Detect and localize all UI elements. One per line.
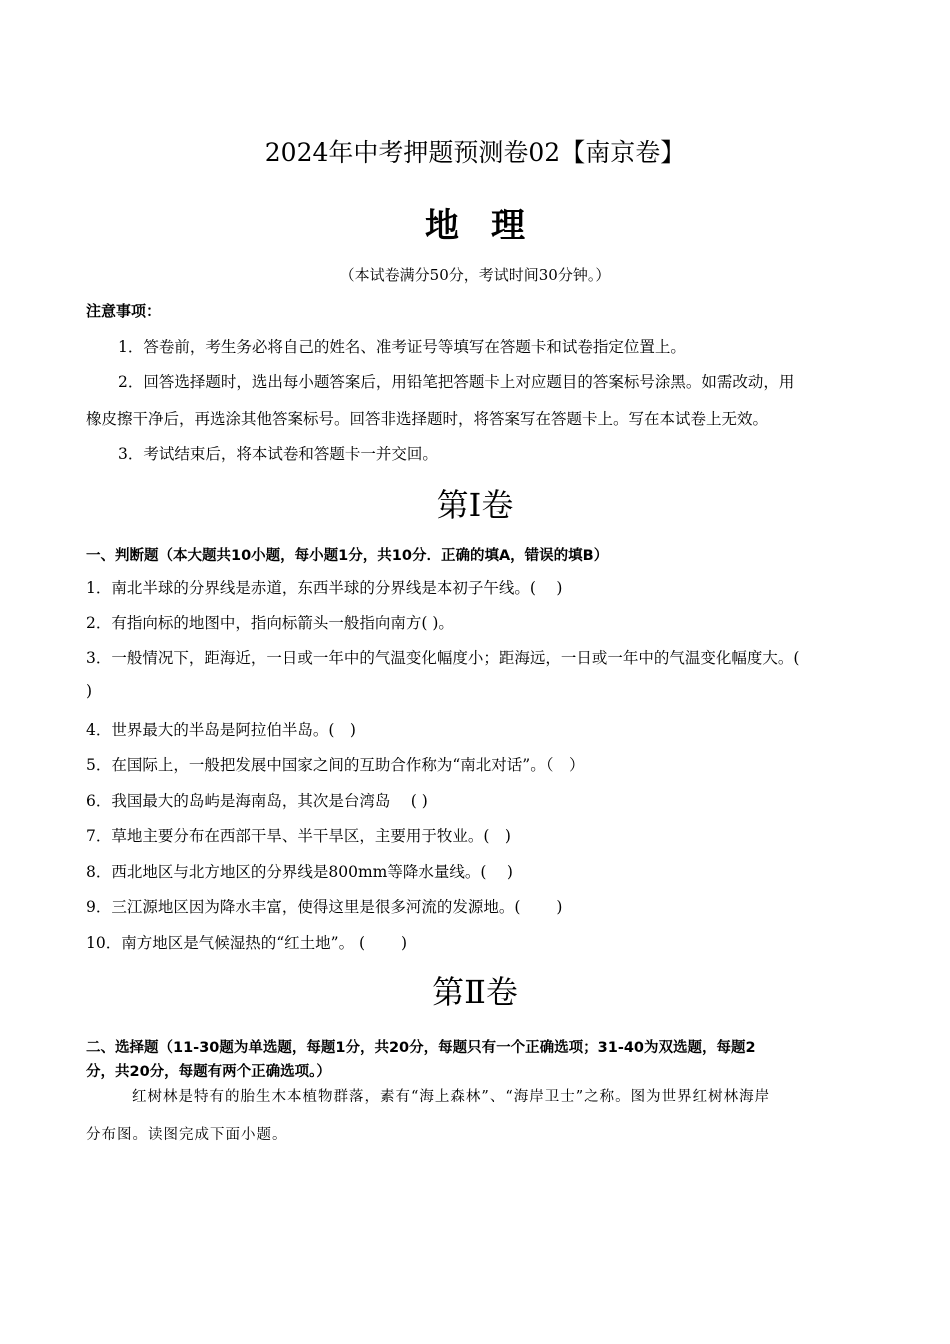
question-6: 6．我国最大的岛屿是海南岛，其次是台湾岛 ( )	[86, 792, 428, 810]
volume-2-title: 第Ⅱ卷	[432, 973, 518, 1011]
question-5: 5．在国际上，一般把发展中国家之间的互助合作称为“南北对话”。（ ）	[86, 756, 585, 774]
notice-line-1: 1．答卷前，考生务必将自己的姓名、准考证号等填写在答题卡和试卷指定位置上。	[118, 338, 686, 356]
question-3-continued: )	[86, 682, 93, 700]
passage-line-2: 分布图。读图完成下面小题。	[86, 1127, 288, 1143]
question-7: 7．草地主要分布在西部干旱、半干旱区，主要用于牧业。( )	[86, 827, 511, 845]
question-4: 4．世界最大的半岛是阿拉伯半岛。( )	[86, 721, 356, 739]
subject-title: 地理	[425, 206, 557, 246]
question-1: 1．南北半球的分界线是赤道，东西半球的分界线是本初子午线。( )	[86, 579, 563, 597]
question-9: 9．三江源地区因为降水丰富，使得这里是很多河流的发源地。( )	[86, 898, 563, 916]
passage-line-1: 红树林是特有的胎生木本植物群落，素有“海上森林”、“海岸卫士”之称。图为世界红树林海岸	[132, 1089, 771, 1105]
question-2: 2．有指向标的地图中，指向标箭头一般指向南方( )。	[86, 614, 454, 632]
section-1-heading: 一、判断题（本大题共10小题，每小题1分，共10分．正确的填A，错误的填B）	[86, 548, 609, 564]
question-10: 10．南方地区是气候湿热的“红土地”。 ( )	[86, 934, 408, 952]
notice-line-2: 2．回答选择题时，选出每小题答案后，用铅笔把答题卡上对应题目的答案标号涂黑。如需改动，用	[118, 373, 795, 391]
notice-line-4: 3．考试结束后，将本试卷和答题卡一并交回。	[118, 445, 438, 463]
question-3: 3．一般情况下，距海近，一日或一年中的气温变化幅度小；距海远，一日或一年中的气温变化幅度大。(	[86, 649, 800, 667]
question-8: 8．西北地区与北方地区的分界线是800mm等降水量线。( )	[86, 863, 513, 881]
section-2-heading-line-2: 分，共20分，每题有两个正确选项。）	[86, 1064, 331, 1080]
notice-line-3: 橡皮擦干净后，再选涂其他答案标号。回答非选择题时，将答案写在答题卡上。写在本试卷上无效。	[86, 410, 769, 428]
exam-time-note: （本试卷满分50分，考试时间30分钟。）	[339, 266, 611, 284]
volume-1-title: 第Ⅰ卷	[436, 486, 514, 524]
exam-title: 2024年中考押题预测卷02【南京卷】	[264, 138, 686, 167]
section-2-heading-line-1: 二、选择题（11-30题为单选题，每题1分，共20分，每题只有一个正确选项；31-40为双选题，每题2	[86, 1040, 756, 1056]
notice-heading: 注意事项：	[86, 302, 162, 320]
